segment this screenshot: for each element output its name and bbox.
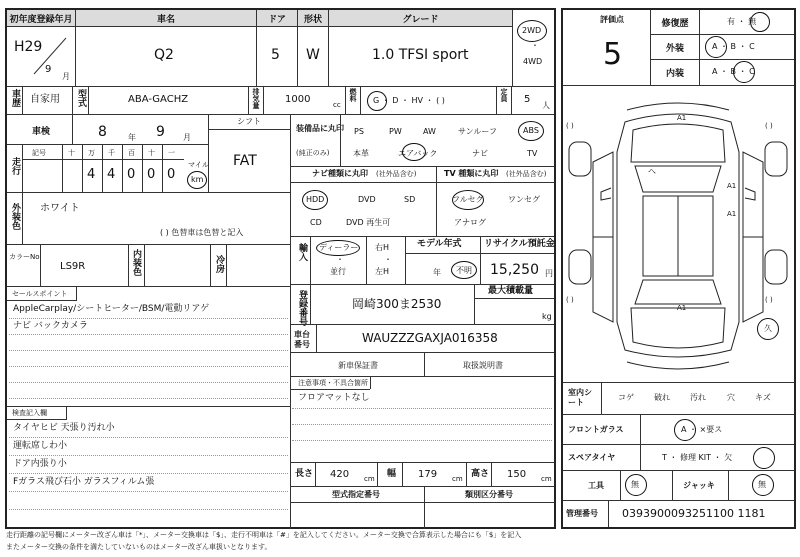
damage-label-4: A1 — [677, 304, 687, 312]
footer-line-2: またメーター交換の条件を満たしていないものはメーター改ざん車扱いとなります。 — [6, 543, 272, 551]
spare-tire-opts: T ・ 修理 KIT ・ 欠 — [662, 453, 733, 462]
equipment-sublabel: (純正のみ) — [296, 149, 330, 157]
notes-value: フロアマットなし — [298, 393, 370, 403]
door-header: ドア — [257, 10, 297, 26]
equip-leather: 本革 — [353, 149, 369, 158]
manual-label: 取扱説明書 — [463, 361, 503, 370]
chassis-value: WAUZZZGAXJA016358 — [362, 331, 498, 345]
svg-text:( ): ( ) — [566, 122, 574, 130]
capacity-value: 5 — [524, 94, 531, 105]
mileage-unit-label: 一 — [168, 149, 175, 157]
tools-value: 無 — [631, 480, 639, 489]
grade-header: グレード — [329, 10, 512, 26]
drive-2wd: 2WD — [522, 26, 542, 35]
disp-value: 1000 — [285, 94, 311, 105]
inspector-line-4: Fガラス飛び石小 ガラスフィルム張 — [13, 477, 155, 487]
jack-label: ジャッキ — [683, 481, 715, 490]
sheet-opt-burn: コゲ — [618, 393, 634, 402]
interior-color-label: 内装色 — [131, 249, 141, 276]
interior-label: 内装 — [651, 60, 699, 84]
width-label: 幅 — [387, 469, 397, 479]
class-no-label: 類別区分番号 — [465, 490, 513, 499]
model-year-label: モデル年式 — [417, 239, 462, 249]
disp-label: 排気量 — [252, 88, 260, 109]
capacity-label: 定員 — [500, 88, 508, 102]
equip-abs: ABS — [523, 126, 539, 135]
import-dot-1: ・ — [336, 255, 344, 264]
fuel-options: G ・ D ・ HV ・ ( ) — [373, 96, 445, 105]
navi-dvd: DVD — [358, 195, 376, 204]
disp-unit: cc — [333, 101, 341, 109]
shift-label: シフト — [237, 117, 261, 126]
equipment-label: 装備品に丸印 — [296, 124, 344, 133]
registration-label: 登録番号 — [297, 290, 307, 326]
exterior-opts: A ・ B ・ C — [712, 42, 755, 51]
inspector-line-1: タイヤヒビ 天張り汚れ小 — [13, 423, 115, 433]
sales-point-line-2: ナビ バックカメラ — [13, 321, 88, 331]
length-value: 420 — [330, 469, 350, 480]
width-unit: cm — [452, 475, 463, 483]
windshield-opts: A ・ ×要ス — [681, 425, 723, 434]
recycle-value: 15,250 — [490, 262, 539, 278]
equip-tv: TV — [527, 149, 538, 158]
recycle-label: リサイクル預託金 — [484, 239, 555, 249]
mileage-digit: 0 — [167, 167, 176, 182]
max-load-label: 最大積載量 — [488, 286, 534, 296]
door-value: 5 — [271, 47, 280, 63]
import-dealer: ディーラー — [319, 243, 359, 252]
equip-aw: AW — [423, 127, 436, 136]
equip-airbag: エアバック — [398, 149, 438, 158]
sales-point-line-1: AppleCarplay/シートヒーター/BSM/電動リアゲ — [13, 304, 210, 314]
tv-fullseg: フルセグ — [452, 195, 484, 204]
interior-sheet-label: 室内シート — [568, 388, 592, 408]
model-label: 型式 — [76, 89, 86, 107]
grade-value: 1.0 TFSI sport — [372, 47, 469, 63]
svg-text:( ): ( ) — [765, 122, 773, 130]
first-reg-month: 9 — [45, 64, 52, 75]
model-value: ABA-GACHZ — [128, 94, 189, 105]
recycle-unit: 円 — [545, 269, 553, 278]
equip-pw: PW — [389, 127, 402, 136]
cooler-label: 冷房 — [214, 255, 224, 273]
warranty-label: 新車保証書 — [338, 361, 378, 370]
model-year-unit: 年 — [433, 268, 441, 277]
repair-opts: 有 ・ 無 — [727, 17, 757, 26]
management-label: 管理番号 — [566, 509, 598, 518]
capacity-unit: 人 — [542, 101, 550, 110]
mileage-unit-label: 万 — [88, 149, 95, 157]
navi-sub: (社外品含む) — [376, 170, 417, 178]
sheet-opt-hole: 穴 — [727, 393, 735, 402]
exterior-label: 外装 — [651, 35, 699, 59]
svg-text:( ): ( ) — [566, 296, 574, 304]
mileage-sign-label: 記号 — [32, 149, 46, 157]
use-value: 自家用 — [30, 94, 60, 105]
mileage-label: 走行 — [10, 157, 20, 175]
windshield-label: フロントガラス — [568, 425, 624, 434]
shape-value: W — [306, 47, 320, 63]
import-label: 輸入 — [297, 243, 307, 261]
equip-ps: PS — [354, 127, 364, 136]
length-unit: cm — [364, 475, 375, 483]
import-dot-2: ・ — [384, 255, 392, 264]
inspector-line-3: ドア内張り小 — [13, 459, 67, 469]
sheet-opt-stain: 汚れ — [690, 393, 706, 402]
tv-analog: アナログ — [454, 218, 486, 227]
damage-label-1: A1 — [677, 114, 687, 122]
color-no-label: カラーNo. — [9, 253, 42, 261]
color-no-value: LS9R — [60, 261, 86, 272]
max-load-unit: kg — [542, 312, 552, 321]
width-value: 179 — [418, 469, 438, 480]
rating-label: 評価点 — [600, 15, 624, 24]
mileage-unit-label: 百 — [128, 149, 135, 157]
inspection-month-unit: 月 — [183, 133, 191, 142]
repair-label: 修復歴 — [651, 10, 699, 34]
navi-cd: CD — [310, 218, 322, 227]
shift-value: FAT — [233, 153, 257, 169]
drive-dot: ・ — [531, 41, 539, 50]
first-reg-month-unit: 月 — [62, 72, 70, 81]
shape-header: 形状 — [298, 10, 328, 26]
spare-tire-label: スペアタイヤ — [568, 453, 616, 462]
mileage-digit: 4 — [87, 167, 96, 182]
navi-sd: SD — [404, 195, 416, 204]
height-unit: cm — [541, 475, 552, 483]
car-name-header: 車名 — [76, 10, 256, 26]
damage-label-2: A1 — [727, 182, 737, 190]
management-value: 0393900093251100 1181 — [622, 507, 766, 520]
svg-text:( ): ( ) — [765, 296, 773, 304]
damage-mark-1: ヘ — [648, 167, 656, 176]
use-label: 車歴 — [10, 89, 20, 107]
interior-opts: A ・ B ・ C — [712, 67, 755, 76]
color-note: ( ) 色替車は色替と記入 — [160, 228, 244, 237]
fuel-label: 燃料 — [349, 88, 357, 102]
rating-value: 5 — [603, 37, 623, 72]
mileage-digit: 0 — [127, 167, 136, 182]
first-reg-era: H29 — [14, 39, 43, 55]
mileage-digit: 0 — [147, 167, 156, 182]
tv-label: TV 種類に丸印 — [444, 169, 499, 178]
height-label: 高さ — [471, 469, 490, 479]
mileage-digit: 4 — [107, 167, 116, 182]
equip-sunroof: サンルーフ — [458, 127, 497, 136]
navi-hdd: HDD — [306, 195, 325, 204]
damage-label-3: A1 — [727, 210, 737, 218]
notes-label: 注意事項・不具合箇所 — [298, 379, 368, 387]
damage-mark-2: 久 — [764, 324, 772, 333]
chassis-label: 車台番号 — [294, 330, 310, 350]
footer-line-1: 走行距離の記号欄にメーター改ざん車は「*」、メーター交換車は「$」、走行不明車は「#」を記入してください。メーター交換で合算表示した場合にも「$」を記入 — [6, 531, 522, 539]
tv-oneseg: ワンセグ — [508, 195, 540, 204]
sheet-opt-scratch: キズ — [755, 393, 771, 402]
mileage-unit-label: 十 — [148, 149, 155, 157]
sales-point-label: セールスポイント — [12, 290, 68, 298]
equip-navi: ナビ — [472, 149, 488, 158]
drive-4wd: 4WD — [523, 57, 543, 66]
mileage-unit-mile: マイル — [188, 161, 209, 169]
handle-left: 左H — [375, 267, 390, 276]
length-label: 長さ — [295, 469, 314, 479]
mileage-unit-km: km — [191, 175, 204, 184]
spare-none-circle — [753, 447, 775, 469]
first-reg-header: 初年度登録年月 — [7, 10, 75, 26]
inspector-label: 検査記入欄 — [12, 409, 47, 417]
repair-none-circle — [750, 12, 770, 32]
jack-value: 無 — [758, 480, 766, 489]
mileage-unit-label: 十 — [68, 149, 75, 157]
model-year-unknown: 不明 — [456, 266, 472, 275]
inspector-line-2: 運転席しわ小 — [13, 441, 68, 451]
inspection-year-unit: 年 — [128, 133, 136, 142]
color-value: ホワイト — [40, 203, 80, 214]
car-name-value: Q2 — [154, 47, 174, 63]
inspection-year: 8 — [98, 124, 107, 140]
inspection-month: 9 — [156, 124, 165, 140]
tools-label: 工具 — [588, 481, 604, 490]
tv-sub: (社外品含む) — [506, 170, 547, 178]
height-value: 150 — [507, 469, 527, 480]
color-label: 外装色 — [10, 203, 20, 230]
navi-label: ナビ種類に丸印 — [312, 169, 368, 178]
registration-value: 岡崎300ま2530 — [352, 297, 442, 311]
handle-right: 右H — [375, 243, 390, 252]
sheet-opt-tear: 破れ — [654, 393, 670, 402]
type-no-label: 型式指定番号 — [332, 490, 380, 499]
navi-dvd-play: DVD 再生可 — [346, 218, 391, 227]
import-parallel: 並行 — [330, 267, 346, 276]
inspection-label: 車検 — [32, 127, 51, 137]
mileage-unit-label: 千 — [108, 149, 115, 157]
